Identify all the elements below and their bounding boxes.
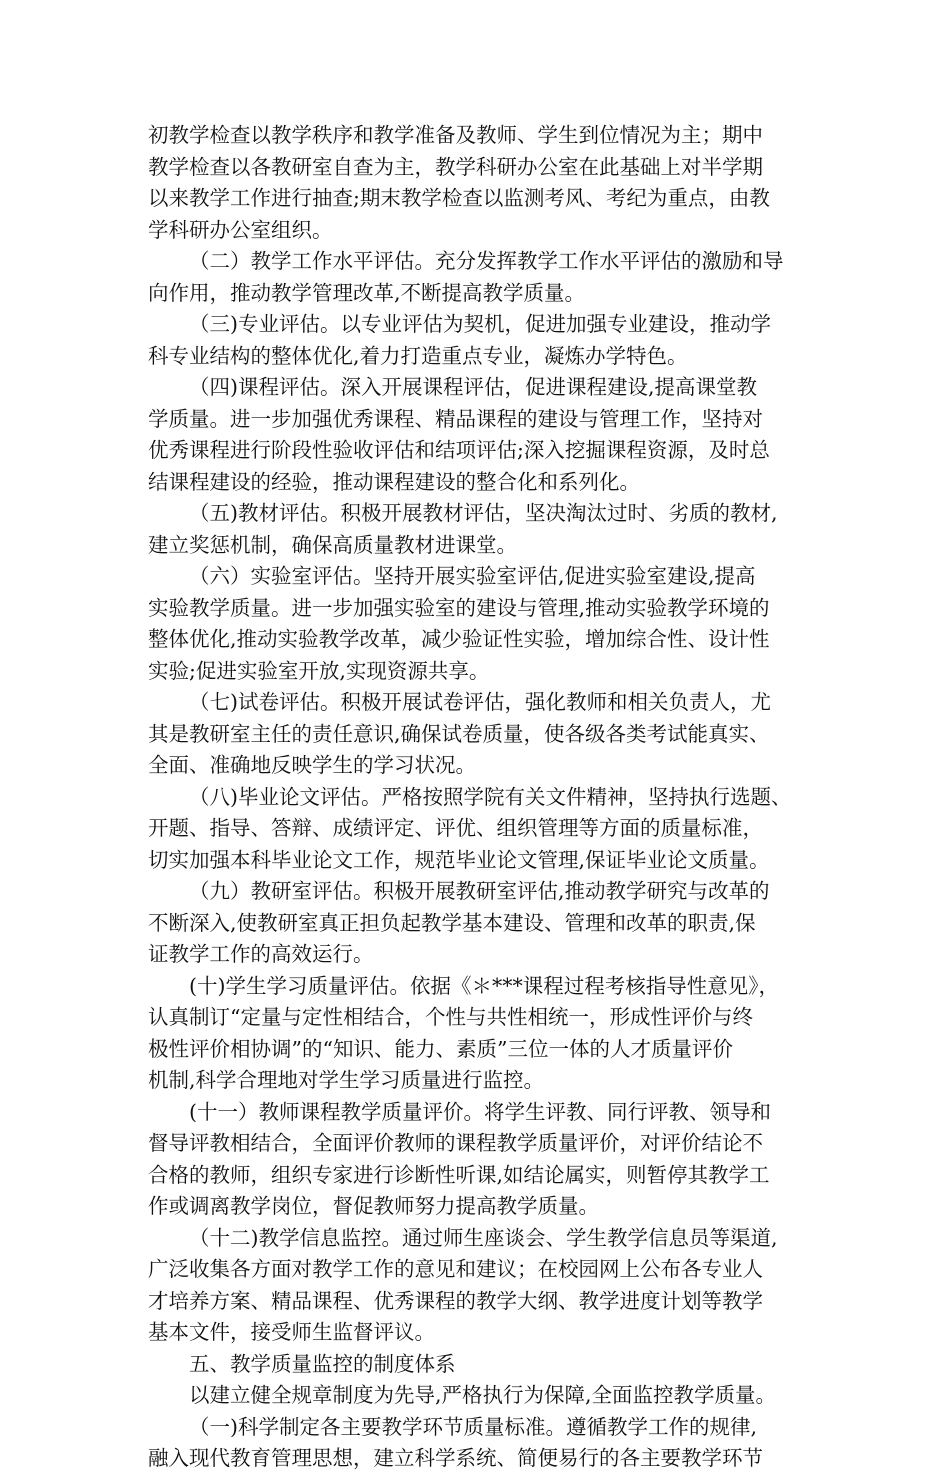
text-line: 结课程建设的经验，推动课程建设的整合化和系列化。	[148, 469, 640, 494]
text-line: 实验;促进实验室开放,实现资源共享。	[148, 658, 490, 683]
text-line: 教学检查以各教研室自查为主，教学科研办公室在此基础上对半学期	[148, 154, 763, 179]
text-line: 开题、指导、答辩、成绩评定、评优、组织管理等方面的质量标准，	[148, 816, 763, 840]
text-line: 才培养方案、精品课程、优秀课程的教学大纲、教学进度计划等教学	[148, 1288, 763, 1313]
text-line: 五、教学质量监控的制度体系	[189, 1351, 456, 1376]
text-line: 以来教学工作进行抽查;期末教学检查以监测考风、考纪为重点，由教	[148, 186, 770, 210]
text-line: 其是教研室主任的责任意识,确保试卷质量，使各级各类考试能真实、	[148, 721, 770, 746]
text-line: 学质量。进一步加强优秀课程、精品课程的建设与管理工作，坚持对	[148, 406, 763, 431]
text-line: （五)教材评估。积极开展教材评估，坚决淘汰过时、劣质的教材,	[189, 501, 778, 525]
text-line: 优秀课程进行阶段性验收评估和结项评估;深入挖掘课程资源，及时总	[148, 438, 770, 462]
text-line: （四)课程评估。深入开展课程评估，促进课程建设,提高课堂教	[189, 375, 758, 399]
text-line: 作或调离教学岗位，督促教师努力提高教学质量。	[148, 1194, 599, 1218]
text-line: 督导评教相结合，全面评价教师的课程教学质量评价，对评价结论不	[148, 1131, 763, 1155]
text-line: （三)专业评估。以专业评估为契机，促进加强专业建设，推动学	[189, 312, 771, 336]
text-line: 全面、准确地反映学生的学习状况。	[148, 753, 476, 777]
text-line: （十二)教学信息监控。通过师生座谈会、学生教学信息员等渠道,	[189, 1225, 778, 1250]
text-line: 认真制订“定量与定性相结合，个性与共性相统一，形成性评价与终	[148, 1005, 753, 1029]
document-body	[148, 120, 808, 1475]
text-line: 机制,科学合理地对学生学习质量进行监控。	[148, 1068, 545, 1092]
text-line: 实验教学质量。进一步加强实验室的建设与管理,推动实验教学环境的	[148, 595, 770, 620]
text-line: 整体优化,推动实验教学改革，减少验证性实验，增加综合性、设计性	[148, 627, 770, 651]
text-line: （七)试卷评估。积极开展试卷评估，强化教师和相关负责人，尤	[189, 690, 771, 714]
text-line: (十一）教师课程教学质量评价。将学生评教、同行评教、领导和	[189, 1099, 771, 1124]
text-line: 融入现代教育管理思想，建立科学系统、简便易行的各主要教学环节	[148, 1446, 763, 1470]
text-line: 广泛收集各方面对教学工作的意见和建议；在校园网上公布各专业人	[148, 1257, 763, 1281]
text-line: 科专业结构的整体优化,着力打造重点专业，凝炼办学特色。	[148, 343, 688, 368]
text-line: （六）实验室评估。坚持开展实验室评估,促进实验室建设,提高	[189, 564, 756, 588]
text-line: 向作用，推动教学管理改革,不断提高教学质量。	[148, 280, 586, 305]
text-line: (十)学生学习质量评估。依据《＊***课程过程考核指导性意见》，	[189, 973, 779, 998]
text-line: 基本文件，接受师生监督评议。	[148, 1320, 435, 1344]
text-line: （一)科学制定各主要教学环节质量标准。遵循教学工作的规律,	[189, 1414, 758, 1439]
text-line: 初教学检查以教学秩序和教学准备及教师、学生到位情况为主；期中	[148, 123, 763, 147]
text-line: 不断深入,使教研室真正担负起教学基本建设、管理和改革的职责,保	[148, 910, 756, 935]
text-line: （八)毕业论文评估。严格按照学院有关文件精神，坚持执行选题、	[189, 784, 792, 809]
text-line: 建立奖惩机制，确保高质量教材进课堂。	[148, 532, 517, 557]
text-line: 合格的教师，组织专家进行诊断性听课,如结论属实，则暂停其教学工	[148, 1162, 770, 1187]
text-line: （二）教学工作水平评估。充分发挥教学工作水平评估的激励和导	[189, 249, 784, 273]
text-line: 极性评价相协调”的“知识、能力、素质”三位一体的人才质量评价	[148, 1036, 733, 1061]
text-line: （九）教研室评估。积极开展教研室评估,推动教学研究与改革的	[189, 879, 770, 903]
text-line: 证教学工作的高效运行。	[148, 942, 374, 966]
text-line: 切实加强本科毕业论文工作，规范毕业论文管理,保证毕业论文质量。	[148, 847, 770, 872]
text-line: 以建立健全规章制度为先导,严格执行为保障,全面监控教学质量。	[189, 1383, 777, 1407]
text-line: 学科研办公室组织。	[148, 217, 333, 242]
